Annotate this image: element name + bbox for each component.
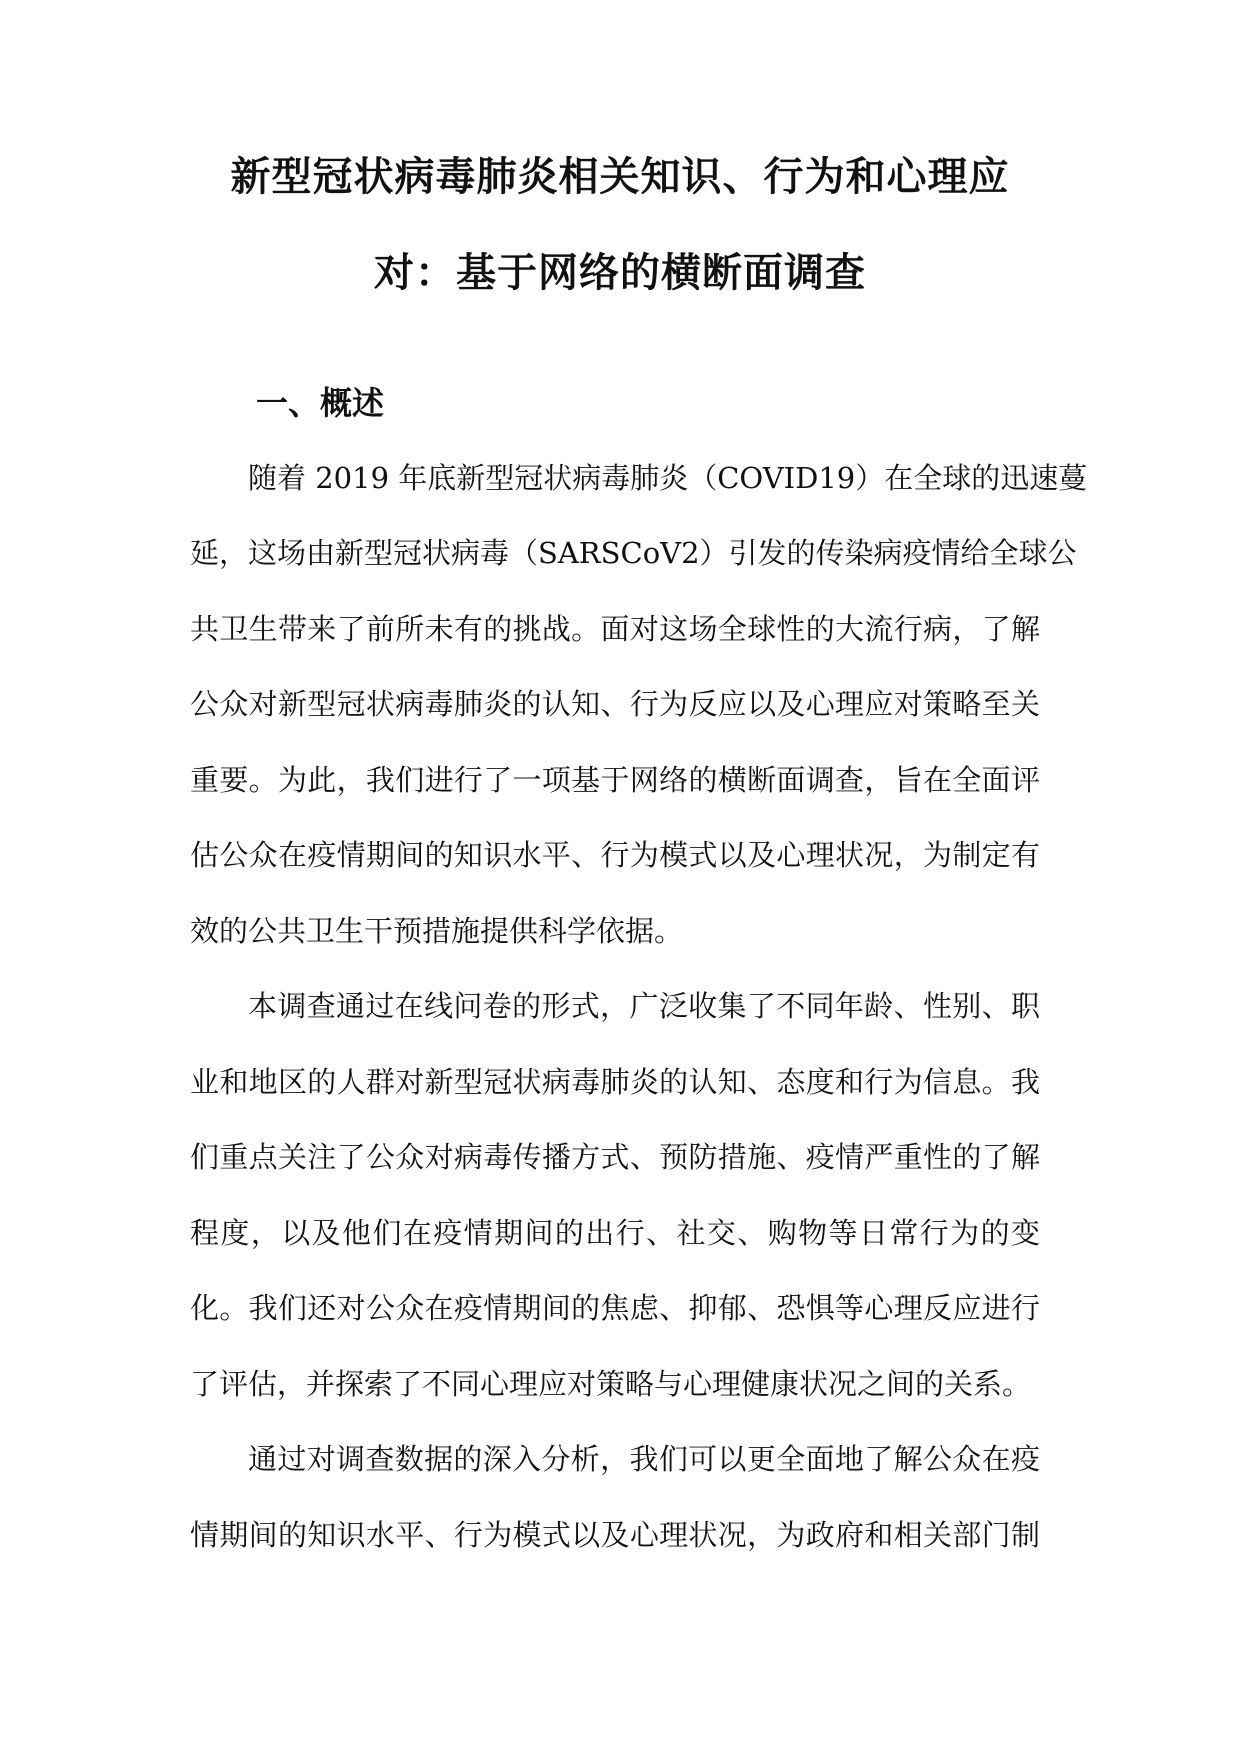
document-title-line-2: 对：基于网络的横断面调查 (374, 250, 866, 296)
paragraph-line: 本调查通过在线问卷的形式，广泛收集了不同年龄、性别、职 (248, 989, 1040, 1023)
paragraph-line: 估公众在疫情期间的知识水平、行为模式以及心理状况，为制定有 (190, 838, 1040, 872)
paragraph-line: 随着 2019 年底新型冠状病毒肺炎（COVID19）在全球的迅速蔓 (248, 461, 1088, 495)
paragraph-line: 共卫生带来了前所未有的挑战。面对这场全球性的大流行病，了解 (190, 612, 1040, 646)
section-heading: 一、概述 (256, 384, 385, 422)
paragraph-line: 了评估，并探索了不同心理应对策略与心理健康状况之间的关系。 (190, 1367, 1032, 1401)
paragraph-line: 程度，以及他们在疫情期间的出行、社交、购物等日常行为的变 (190, 1216, 1040, 1250)
paragraph-line: 情期间的知识水平、行为模式以及心理状况，为政府和相关部门制 (190, 1518, 1040, 1552)
paragraph-line: 效的公共卫生干预措施提供科学依据。 (190, 914, 684, 948)
paragraph-line: 业和地区的人群对新型冠状病毒肺炎的认知、态度和行为信息。我 (190, 1065, 1040, 1099)
paragraph-line: 延，这场由新型冠状病毒（SARSCoV2）引发的传染病疫情给全球公 (190, 536, 1077, 570)
paragraph-line: 重要。为此，我们进行了一项基于网络的横断面调查，旨在全面评 (190, 763, 1040, 797)
paragraph-line: 化。我们还对公众在疫情期间的焦虑、抑郁、恐惧等心理反应进行 (190, 1291, 1040, 1325)
paragraph-line: 公众对新型冠状病毒肺炎的认知、行为反应以及心理应对策略至关 (190, 687, 1040, 721)
paragraph-line: 们重点关注了公众对病毒传播方式、预防措施、疫情严重性的了解 (190, 1140, 1040, 1174)
document-title-line-1: 新型冠状病毒肺炎相关知识、行为和心理应 (230, 154, 1010, 200)
paragraph-line: 通过对调查数据的深入分析，我们可以更全面地了解公众在疫 (248, 1442, 1040, 1476)
